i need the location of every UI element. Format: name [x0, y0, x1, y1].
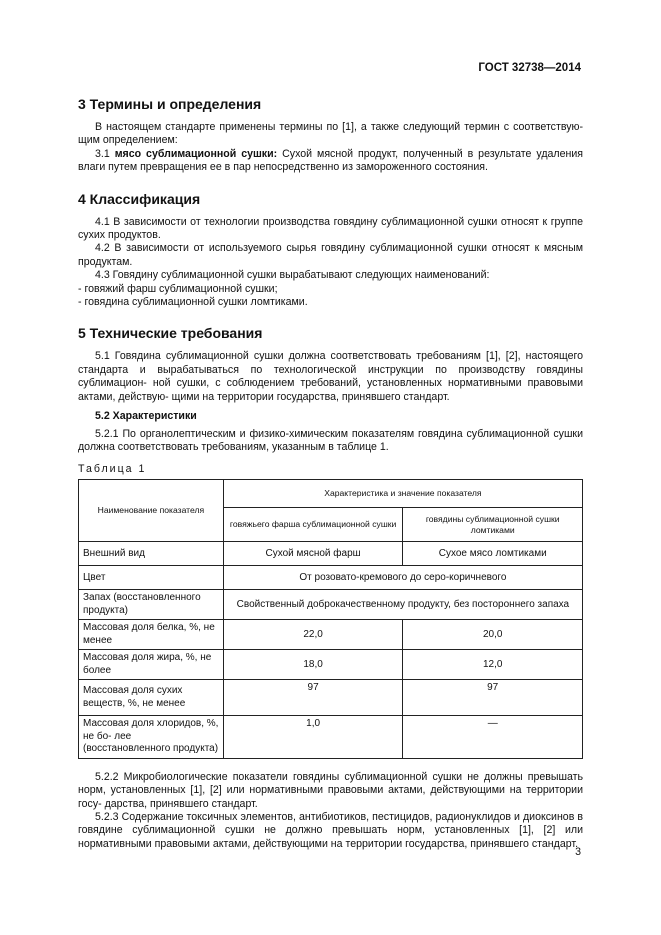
table-row: [79, 590, 583, 620]
subsection-5-2-title: 5.2 Характеристики: [95, 410, 197, 423]
term-definition: Сухой мясной продукт, полученный в результате удаления влаги путем превращения ее в пар непосредственно из замороженного состояния.: [78, 147, 583, 174]
row-name: Цвет: [79, 566, 224, 590]
standard-id: ГОСТ 32738—2014: [478, 62, 581, 74]
section-5-title: 5 Технические требования: [78, 325, 263, 342]
row-value-2: 97: [403, 680, 583, 716]
row-value-1: 18,0: [223, 650, 403, 680]
table-head-group: Характеристика и значение показателя: [223, 480, 582, 508]
paragraph-5-2-1: 5.2.1 По органолептическим и физико-химическим показателям говядина сублимационной сушки должна соответствовать требованиям, указанным в таблице 1.: [78, 427, 583, 453]
table-head-col-2: говядины сублимационной сушки ломтиками: [403, 508, 583, 542]
row-name: Запах (восстановленного продукта): [79, 590, 224, 620]
row-name: Внешний вид: [79, 542, 224, 566]
row-value-1: 97: [223, 680, 403, 716]
table-row: [79, 680, 583, 716]
section-3-paragraph-1: В настоящем стандарте применены термины по [1], а также следующий термин с соответствую- щим определением:: [78, 121, 583, 147]
table-row: [79, 650, 583, 680]
row-value-2: Сухое мясо ломтиками: [403, 542, 583, 566]
section-3-title: 3 Термины и определения: [78, 96, 262, 112]
row-value-2: 20,0: [403, 620, 583, 650]
list-item-1: - говяжий фарш сублимационной сушки;: [78, 282, 278, 295]
row-value-2: —: [403, 716, 583, 759]
page-number: 3: [575, 846, 581, 858]
table-row: [79, 716, 583, 759]
section-4-title: 4 Классификация: [78, 190, 201, 207]
row-name: Массовая доля сухих веществ, %, не менее: [79, 680, 224, 716]
table-caption: Таблица 1: [78, 463, 147, 476]
content: [78, 95, 583, 851]
table-row: [79, 620, 583, 650]
term-3-1: [78, 148, 583, 175]
table-row: [79, 542, 583, 566]
term-name: мясо сублимационной сушки:: [114, 147, 278, 160]
paragraph-4-3: 4.3 Говядину сублимационной сушки вырабатывают следующих наименований:: [95, 269, 490, 282]
paragraph-4-1: 4.1 В зависимости от технологии производства говядину сублимационной сушки относят к группе сухих продуктов.: [78, 215, 583, 242]
table-1: [78, 479, 583, 759]
row-value-1: Сухой мясной фарш: [223, 542, 403, 566]
paragraph-5-1: 5.1 Говядина сублимационной сушки должна соответствовать требованиям [1], [2], настоящего стандарта и вырабатываться по технологической инструкции по производству говядины сублимацион- ной сушки, с соблюдением требований, установленных нормативными правовыми актами, действую- щими на территории государства, принявшего стандарт.: [78, 350, 583, 403]
paragraph-5-2-3: 5.2.3 Содержание токсичных элементов, антибиотиков, пестицидов, радионуклидов и диоксинов в говядине сублимационной сушки не должно превышать норм, установленных [1], [2] или нормативными правовыми актами, действующими на территории государства, принявшего стандарт.: [78, 811, 583, 850]
table-head-parameter: Наименование показателя: [79, 480, 224, 542]
list-item-2: - говядина сублимационной сушки ломтиками.: [78, 296, 308, 309]
row-name: Массовая доля жира, %, не более: [79, 650, 224, 680]
paragraph-5-2-2: 5.2.2 Микробиологические показатели говядины сублимационной сушки не должны превышать норм, установленных [1], [2] или нормативными правовыми актами, действующими на территории госу- дарства, принявшего стандарт.: [78, 770, 583, 810]
row-value-1: 1,0: [223, 716, 403, 759]
row-name: Массовая доля белка, %, не менее: [79, 620, 224, 650]
row-value-2: 12,0: [403, 650, 583, 680]
row-value-1: 22,0: [223, 620, 403, 650]
row-value-span: Свойственный доброкачественному продукту, без постороннего запаха: [223, 590, 582, 620]
table-row: [79, 566, 583, 590]
term-number: 3.1: [95, 147, 115, 160]
paragraph-4-2: 4.2 В зависимости от используемого сырья говядину сублимационной сушки относят к мясным продуктам.: [78, 242, 583, 268]
table-head-col-1: говяжьего фарша сублимационной сушки: [223, 508, 403, 542]
row-value-span: От розовато-кремового до серо-коричневого: [223, 566, 582, 590]
row-name: Массовая доля хлоридов, %, не бо- лее (восстановленного продукта): [79, 716, 224, 759]
